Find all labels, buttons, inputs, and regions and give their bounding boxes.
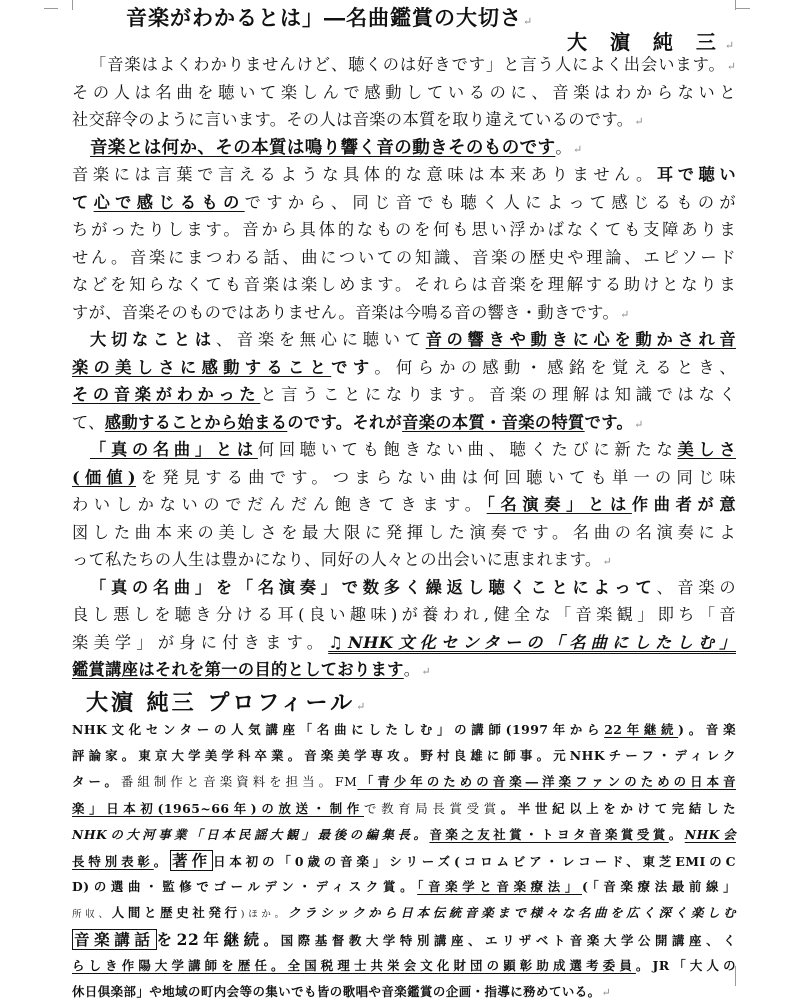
text-line: 音楽には言葉で言えるような具体的な意味は本来ありません。耳で聴い (72, 165, 736, 184)
text-line: 楽」日本初(1965~66年)の放送・制作で教育局長賞受賞。半世紀以上をかけて完結した (72, 800, 737, 816)
text-line: などを知らなくても音楽は楽しめます。それらは音楽を理解する助けとなりま (72, 275, 736, 294)
text-line: ター。番組制作と音楽資料を担当。FM「青少年のための音楽―洋楽ファンのための日本音 (72, 774, 736, 790)
text-line: 所収、人間と歴史社発行)ほか。クラシックから日本伝統音楽まで様々な名曲を広く深く楽しむ (72, 905, 736, 921)
text-line: その人は名曲を聴いて楽しんで感動しているのに、音楽はわからないと (72, 82, 736, 102)
text-line: て心で感じるものですから、同じ音でも聴く人によって感じるものが (72, 192, 736, 212)
text-line: 休日倶楽部」や地域の町内会等の集いでも皆の歌唱や音楽鑑賞の企画・指導に務めている。↵ (72, 983, 611, 999)
page-corner-mark (44, 8, 58, 9)
page-corner-mark (58, 0, 73, 10)
page-title: 音楽がわかるとは」―名曲鑑賞の大切さ↵ (126, 5, 533, 30)
text-line: 音楽とは何か、その本質は鳴り響く音の動きそのものです。↵ (90, 137, 583, 158)
text-line: 良し悪しを聴き分ける耳(良い趣味)が養われ,健全な「音楽観」即ち「音 (72, 605, 736, 624)
text-line: 社交辞令のように言います。その人は音楽の本質を取り違えているのです。↵ (72, 110, 644, 129)
text-line: 大切なことは、音楽を無心に聴いて音の響きや動きに心を動かされ音 (90, 330, 737, 349)
text-line: らしき作陽大学講師を歴任。全国税理士共栄会文化財団の顕彰助成選考委員。JR「大人の (72, 957, 736, 973)
text-line: 評論家。東京大学美学科卒業。音楽美学専攻。野村良雄に師事。元NHKチーフ・ディレク (72, 748, 736, 764)
text-line: 鑑賞講座はそれを第一の目的としております。↵ (72, 660, 431, 679)
text-line: 音楽講話 を22年継続。国際基督教大学特別講座、エリザベト音楽大学公開講座、く (74, 929, 736, 949)
text-line: わいしかないのでだんだん飽きてきます。「名演奏」とは作曲者が意 (72, 495, 737, 514)
text-line: (価値)を発見する曲です。つまらない曲は何回聴いても単一の同じ味 (72, 467, 737, 487)
text-line: 「真の名曲」とは何回聴いても飽きない曲、聴くたびに新たな美しさ (90, 440, 737, 459)
profile-heading: 大濵 純三 プロフィール↵ (86, 690, 366, 716)
text-line: 長特別表彰。 著作 日本初の「0歳の音楽」シリーズ(コロムビア・レコード、東芝EMIのC (72, 850, 736, 870)
text-line: NHK文化センターの人気講座「名曲にしたしむ」の講師(1997年から22年継続)。音楽 (72, 722, 736, 737)
text-line: 図した曲本来の美しさを最大限に発揮した演奏です。名曲の名演奏によ (72, 522, 736, 542)
page-corner-mark (735, 966, 750, 986)
text-line: ちがったりします。音から具体的なものを何も思い浮かばなくても支障ありま (72, 220, 736, 239)
essay-body (72, 51, 736, 684)
profile-body (72, 717, 736, 1005)
text-line: 「音楽はよくわかりませんけど、聴くのは好きです」と言う人によく出会います。↵ (90, 55, 736, 74)
text-line: て、感動することから始まるのです。それが音楽の本質・音楽の特質です。↵ (72, 412, 644, 432)
author-name: 大 濵 純 三↵ (567, 30, 735, 54)
page-corner-mark (736, 8, 750, 9)
text-line: 楽の美しさに感動することです。何らかの感動・感銘を覚えるとき、 (72, 357, 736, 377)
text-line: 楽美学」が身に付きます。♫NHK文化センターの「名曲にしたしむ」 (72, 632, 736, 652)
text-line: D)の選曲・監修でゴールデン・ディスク賞。「音楽学と音楽療法」(「音楽療法最前線」 (72, 879, 737, 895)
text-line: って私たちの人生は豊かになり、同好の人々との出会いに恵まれます。↵ (72, 550, 612, 569)
text-line: せん。音楽にまつわる話、曲についての知識、音楽の歴史や理論、エピソード (72, 247, 736, 267)
text-line: NHKの大河事業「日本民謡大観」最後の編集長。音楽之友社賞・トヨタ音楽賞受賞。NHK会 (72, 826, 737, 842)
text-line: 「真の名曲」を「名演奏」で数多く繰返し聴くことによって、音楽の (90, 577, 736, 597)
text-line: すが、音楽そのものではありません。音楽は今鳴る音の響き・動きです。↵ (72, 302, 630, 322)
text-line: その音楽がわかったと言うことになります。音楽の理解は知識ではなく (72, 385, 736, 404)
